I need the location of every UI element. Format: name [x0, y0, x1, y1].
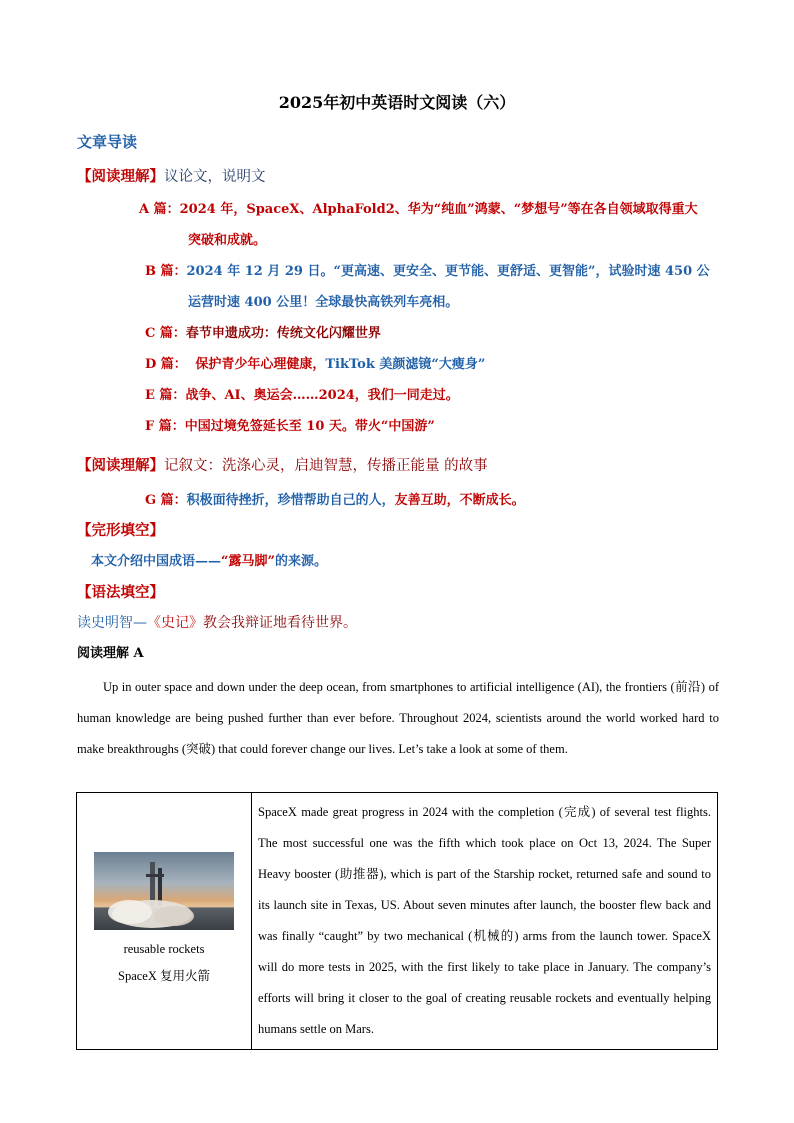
caption-cn: SpaceX 复用火箭 [118, 969, 210, 983]
item-f-text: 中国过境免签延长至 10 天。带火“中国游” [184, 419, 435, 434]
item-b-text: 2024 年 12 月 29 日。“更高速、更安全、更节能、更舒适、更智能”，试验时速 450 公 [186, 264, 710, 279]
grammar-text1: 读史明智— [77, 615, 147, 631]
item-e-text: 战争、AI、奥运会……2024，我们一同走过。 [185, 388, 459, 403]
item-d-text1: 保护青少年心理健康， [195, 357, 326, 372]
cloze-tag-line [77, 519, 164, 540]
cloze-desc [91, 550, 327, 569]
cloze-text2: “露马脚” [221, 554, 275, 569]
cloze-tag: 【完形填空】 [77, 522, 164, 539]
item-a-text: 2024 年，SpaceX、AlphaFold2、华为“纯血”鸿蒙、“梦想号”等在各自领域取得重大 [179, 202, 698, 217]
caption-en: reusable rockets [123, 942, 205, 956]
item-a-line1 [139, 198, 698, 217]
rocket-launch-icon [94, 852, 234, 930]
grammar-desc [77, 612, 357, 632]
cloze-text1: 本文介绍中国成语—— [91, 554, 222, 569]
item-g [145, 489, 525, 508]
item-a-line2: 突破和成就。 [188, 233, 267, 248]
item-c-label: C 篇： [145, 326, 186, 341]
narrative-tag: 【阅读理解】 [77, 457, 164, 474]
grammar-tag: 【语法填空】 [77, 584, 164, 601]
item-e-label: E 篇： [145, 388, 186, 403]
item-g-text1: 积极面待挫折，珍惜帮助自己的人， [186, 493, 395, 508]
table-text: SpaceX made great progress in 2024 with the completion (完成) of several test flights. The most successful one was the fifth which took place on Oct 13, 2024. The Super Heavy booster (助推器), which is part of the Starship rocket, returned safe and sound to its launch site in Texas, US. About seven minutes after launch, the booster flew back and was finally “caught” by two mechanical (机械的) arms from the launch tower. SpaceX will do more tests in 2025, with the first likely to take place in January. The company’s efforts will bring it closer to the goal of creating reusable rockets and eventually helping humans settle on Mars. [252, 793, 718, 1050]
item-d-label: D 篇： [145, 357, 187, 372]
item-b-label: B 篇： [145, 264, 187, 279]
item-f-label: F 篇： [145, 419, 185, 434]
item-d [145, 353, 485, 372]
reading-tag: 【阅读理解】 [77, 168, 164, 185]
item-c [145, 322, 381, 341]
item-g-label: G 篇： [145, 493, 187, 508]
cloze-text3: 的来源。 [274, 554, 327, 569]
spacex-table [76, 792, 718, 1050]
item-a-label: A 篇： [139, 202, 180, 217]
grammar-text3: 教会我辩证地看待世界。 [203, 615, 357, 631]
item-f [145, 415, 435, 434]
rocket-photo [94, 852, 234, 930]
item-b-line1 [145, 260, 710, 279]
reading-type: 议论文，说明文 [164, 169, 266, 185]
item-g-text2: 友善互助，不断成长。 [394, 493, 525, 508]
narrative-line [77, 454, 488, 475]
grammar-text2: 《史记》 [147, 615, 203, 631]
image-cell [77, 793, 252, 1050]
grammar-tag-line [77, 581, 164, 602]
passage-intro: Up in outer space and down under the deep ocean, from smartphones to artificial intelligence (AI), the frontiers (前沿) of human knowledge are being pushed further than ever before. Throughout 2024, scientists around the world worked hard to make breakthroughs (突破) that could forever change our lives. Let’s take a look at some of them. [77, 680, 719, 756]
passage-heading: 阅读理解 A [77, 646, 144, 661]
item-e [145, 384, 459, 403]
item-b-line2: 运营时速 400 公里！全球最快高铁列车亮相。 [188, 295, 459, 310]
narrative-desc: 记叙文：洗涤心灵，启迪智慧，传播正能量 的故事 [164, 458, 488, 474]
reading-type-line [77, 165, 266, 186]
item-d-text2: TikTok 美颜滤镜“大瘦身” [325, 357, 486, 372]
section-heading: 文章导读 [77, 133, 138, 151]
item-c-text: 春节申遗成功：传统文化闪耀世界 [185, 326, 381, 341]
document-title: 2025年初中英语时文阅读（六） [278, 93, 516, 112]
